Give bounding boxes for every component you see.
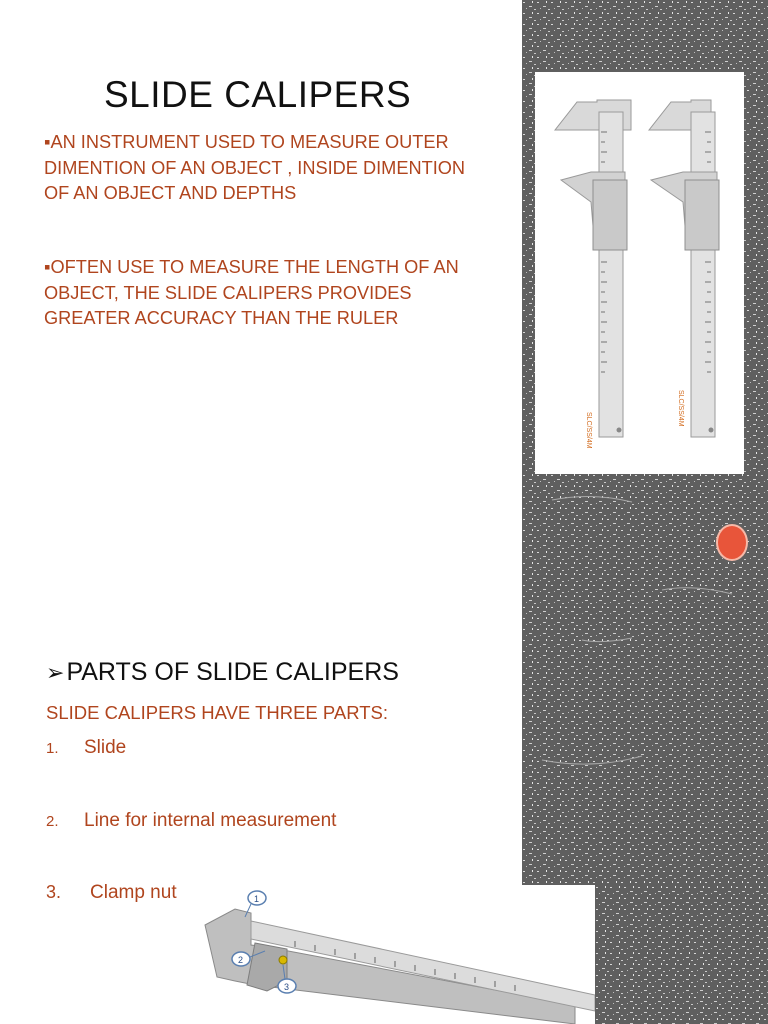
caliper-right <box>649 100 719 437</box>
list-item <box>46 737 126 759</box>
caliper-left <box>555 100 631 449</box>
list-item-number: 3. <box>46 882 62 902</box>
callout-3: 3 <box>284 982 290 992</box>
section-heading <box>46 658 399 687</box>
list-item-number: 2. <box>46 813 59 830</box>
list-item-number: 1. <box>46 740 59 757</box>
list-item <box>46 882 177 904</box>
calipers-illustration <box>535 72 744 474</box>
list-item-label: Clamp nut <box>90 882 177 903</box>
page-title: SLIDE CALIPERS <box>104 74 412 115</box>
list-item <box>46 810 336 832</box>
calipers-photo <box>535 72 744 474</box>
calipers-diagram <box>195 885 595 1024</box>
textured-panel-bottom <box>595 885 768 1024</box>
parts-intro: SLIDE CALIPERS HAVE THREE PARTS: <box>46 702 389 723</box>
decorative-dot <box>718 526 746 559</box>
list-item-label: Slide <box>84 737 127 758</box>
section-heading-text: PARTS OF SLIDE CALIPERS <box>66 658 399 686</box>
callout-2: 2 <box>238 955 244 965</box>
arrow-bullet-icon: ➢ <box>46 660 65 685</box>
caliper-right-label: SLC/SS/4M <box>677 390 684 427</box>
caliper-left-label: SLC/SS/4M <box>585 412 592 449</box>
list-item-label: Line for internal measurement <box>84 810 337 831</box>
callout-1: 1 <box>254 894 260 904</box>
description-paragraph-1: ▪AN INSTRUMENT USED TO MEASURE OUTER DIMENTION OF AN OBJECT , INSIDE DIMENTION OF AN OBJECT AND DEPTHS <box>44 132 466 203</box>
description-paragraph-2: ▪OFTEN USE TO MEASURE THE LENGTH OF AN OBJECT, THE SLIDE CALIPERS PROVIDES GREATER ACCURACY THAN THE RULER <box>44 257 459 328</box>
